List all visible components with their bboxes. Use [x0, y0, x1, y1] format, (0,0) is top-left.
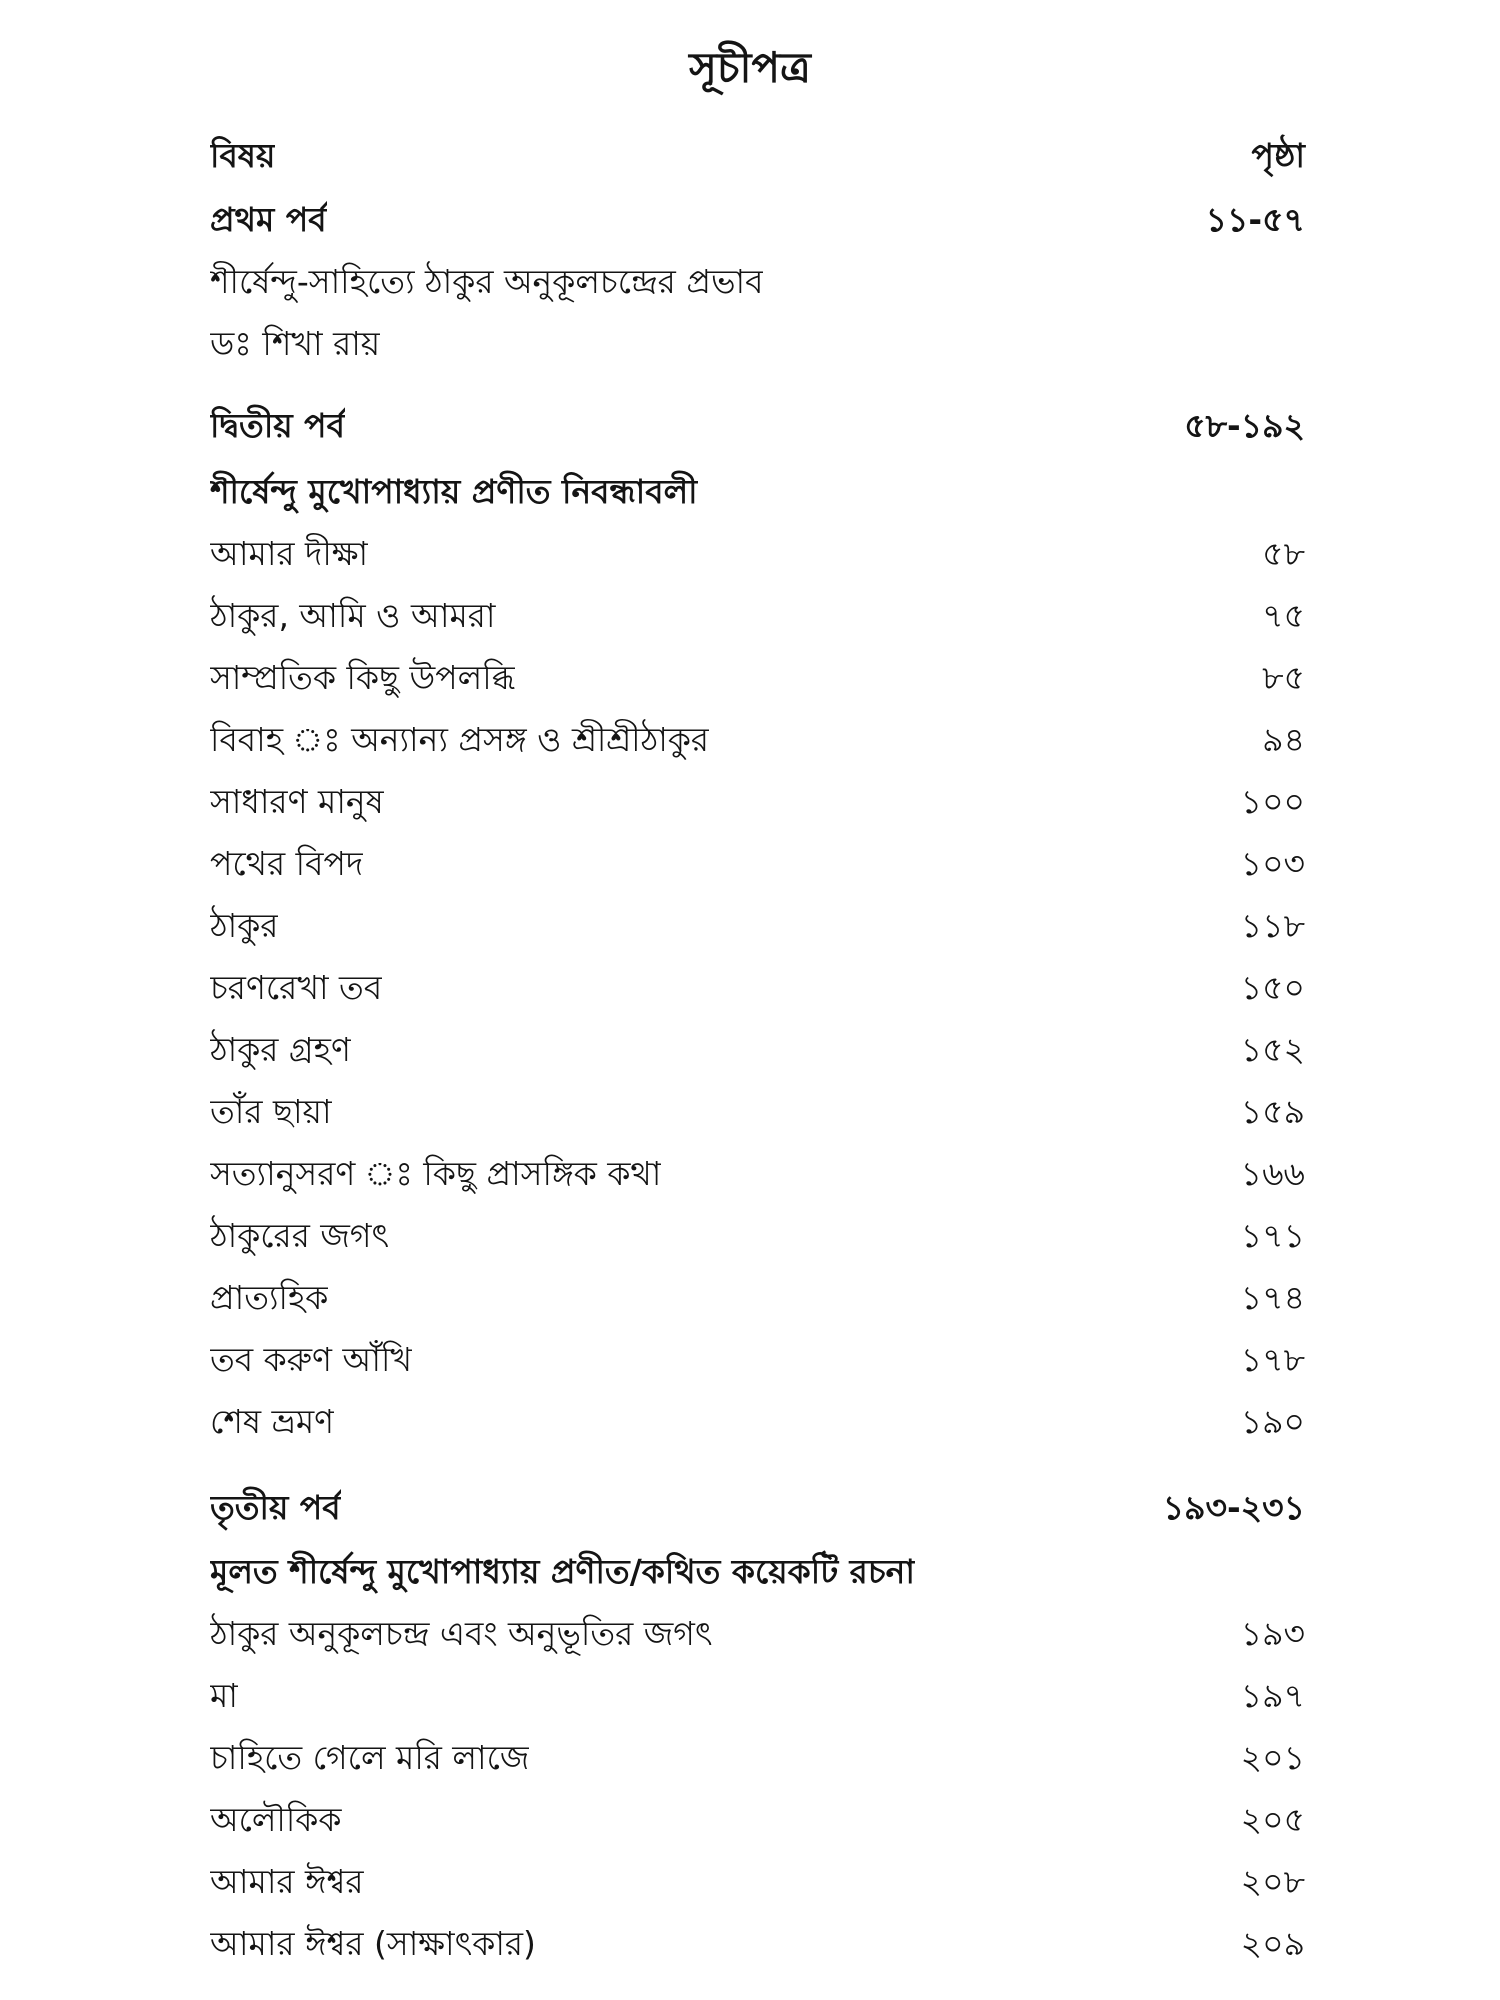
toc-entry[interactable]	[210, 1918, 1305, 1970]
toc-entry-page: ১১৮	[1240, 906, 1305, 945]
toc-entry-title: তাঁর ছায়া	[210, 1092, 332, 1131]
toc-entry[interactable]	[210, 1086, 1305, 1138]
toc-entry-page: ১৭৪	[1240, 1278, 1305, 1317]
toc-entry[interactable]	[210, 838, 1305, 890]
part-1-essay-row[interactable]	[210, 256, 1305, 308]
part-2-heading-row[interactable]	[210, 400, 1305, 452]
part-2-subheading: শীর্ষেন্দু মুখোপাধ্যায় প্রণীত নিবন্ধাবলী	[210, 472, 698, 511]
subject-header: বিষয়	[210, 136, 276, 175]
part-1-page-range: ১১-৫৭	[1205, 200, 1305, 239]
part-1-essay-title: শীর্ষেন্দু-সাহিত্যে ঠাকুর অনুকূলচন্দ্রের প্রভাব	[210, 262, 764, 301]
toc-entry[interactable]	[210, 1856, 1305, 1908]
toc-entry-page: ২০৯	[1240, 1924, 1305, 1963]
toc-entry[interactable]	[210, 1210, 1305, 1262]
column-header-row	[210, 130, 1305, 182]
toc-entry-page: ১০৩	[1240, 844, 1305, 883]
toc-entry[interactable]	[210, 1334, 1305, 1386]
toc-entry[interactable]	[210, 900, 1305, 952]
toc-entry[interactable]	[210, 1272, 1305, 1324]
toc-entry-title: ঠাকুরের জগৎ	[210, 1216, 390, 1255]
toc-entry[interactable]	[210, 528, 1305, 580]
part-2-subheading-row	[210, 466, 1305, 518]
toc-entry-title: প্রাত্যহিক	[210, 1278, 329, 1317]
toc-entry-page: ১৭৮	[1240, 1340, 1305, 1379]
toc-entry-title: চরণরেখা তব	[210, 968, 383, 1007]
page-title: সূচীপত্র	[689, 43, 811, 92]
toc-entry[interactable]	[210, 1396, 1305, 1448]
toc-entry-title: শেষ ভ্রমণ	[210, 1402, 335, 1441]
toc-entry-title: আমার ঈশ্বর	[210, 1862, 364, 1901]
part-3-page-range: ১৯৩-২৩১	[1162, 1488, 1305, 1527]
toc-entry-page: ১৭১	[1240, 1216, 1305, 1255]
toc-entry-page: ২০৫	[1240, 1800, 1305, 1839]
part-3-subheading-row	[210, 1546, 1305, 1598]
toc-entry-page: ১৫০	[1240, 968, 1305, 1007]
toc-entry-title: তব করুণ আঁখি	[210, 1340, 413, 1379]
toc-entry-page: ১৯৭	[1240, 1676, 1305, 1715]
toc-entry[interactable]	[210, 1148, 1305, 1200]
toc-entry-title: অলৌকিক	[210, 1800, 342, 1839]
toc-entry-page: ২০৮	[1240, 1862, 1305, 1901]
toc-entry-title: আমার দীক্ষা	[210, 534, 369, 573]
part-1-heading-row[interactable]	[210, 194, 1305, 246]
page-header: পৃষ্ঠা	[1251, 136, 1305, 175]
toc-entry-title: ঠাকুর গ্রহণ	[210, 1030, 351, 1069]
part-2-page-range: ৫৮-১৯২	[1184, 406, 1305, 445]
part-3-heading: তৃতীয় পর্ব	[210, 1488, 341, 1527]
toc-entry-title: ঠাকুর	[210, 906, 279, 945]
toc-entry-title: সাধারণ মানুষ	[210, 782, 384, 821]
toc-entry-title: পথের বিপদ	[210, 844, 364, 883]
toc-entry-title: চাহিতে গেলে মরি লাজে	[210, 1738, 530, 1777]
toc-entry-page: ২০১	[1240, 1738, 1305, 1777]
part-3-heading-row[interactable]	[210, 1482, 1305, 1534]
toc-entry-page: ৭৫	[1262, 596, 1305, 635]
toc-entry-page: ৫৮	[1262, 534, 1305, 573]
toc-entry[interactable]	[210, 1024, 1305, 1076]
toc-entry-page: ১৫৯	[1240, 1092, 1305, 1131]
part-3-subheading: মূলত শীর্ষেন্দু মুখোপাধ্যায় প্রণীত/কথিত কয়েকটি রচনা	[210, 1552, 915, 1591]
toc-entry-title: মা	[210, 1676, 238, 1715]
toc-entry-page: ৯৪	[1262, 720, 1305, 759]
toc-entry[interactable]	[210, 714, 1305, 766]
toc-entry-title: আমার ঈশ্বর (সাক্ষাৎকার)	[210, 1924, 536, 1963]
part-1-author-row	[210, 318, 1305, 370]
toc-entry-title: সাম্প্রতিক কিছু উপলব্ধি	[210, 658, 516, 697]
toc-entry-title: ঠাকুর অনুকূলচন্দ্র এবং অনুভূতির জগৎ	[210, 1614, 713, 1653]
toc-entry[interactable]	[210, 590, 1305, 642]
toc-entry[interactable]	[210, 776, 1305, 828]
toc-entry-page: ১৬৬	[1240, 1154, 1305, 1193]
toc-entry-page: ১৯৩	[1240, 1614, 1305, 1653]
toc-entry-page: ৮৫	[1262, 658, 1305, 697]
toc-entry-title: ঠাকুর, আমি ও আমরা	[210, 596, 496, 635]
toc-entry[interactable]	[210, 1670, 1305, 1722]
part-1-author: ডঃ শিখা রায়	[210, 324, 381, 363]
toc-entry[interactable]	[210, 1794, 1305, 1846]
toc-entry-page: ১৯০	[1240, 1402, 1305, 1441]
toc-entry[interactable]	[210, 1608, 1305, 1660]
toc-entry[interactable]	[210, 652, 1305, 704]
toc-entry-title: সত্যানুসরণ ঃ কিছু প্রাসঙ্গিক কথা	[210, 1154, 662, 1193]
toc-entry-page: ১৫২	[1240, 1030, 1305, 1069]
toc-entry-page: ১০০	[1240, 782, 1305, 821]
part-2-heading: দ্বিতীয় পর্ব	[210, 406, 345, 445]
toc-entry-title: বিবাহ ঃ অন্যান্য প্রসঙ্গ ও শ্রীশ্রীঠাকুর	[210, 720, 710, 759]
toc-entry[interactable]	[210, 962, 1305, 1014]
toc-entry[interactable]	[210, 1732, 1305, 1784]
part-1-heading: প্রথম পর্ব	[210, 200, 327, 239]
